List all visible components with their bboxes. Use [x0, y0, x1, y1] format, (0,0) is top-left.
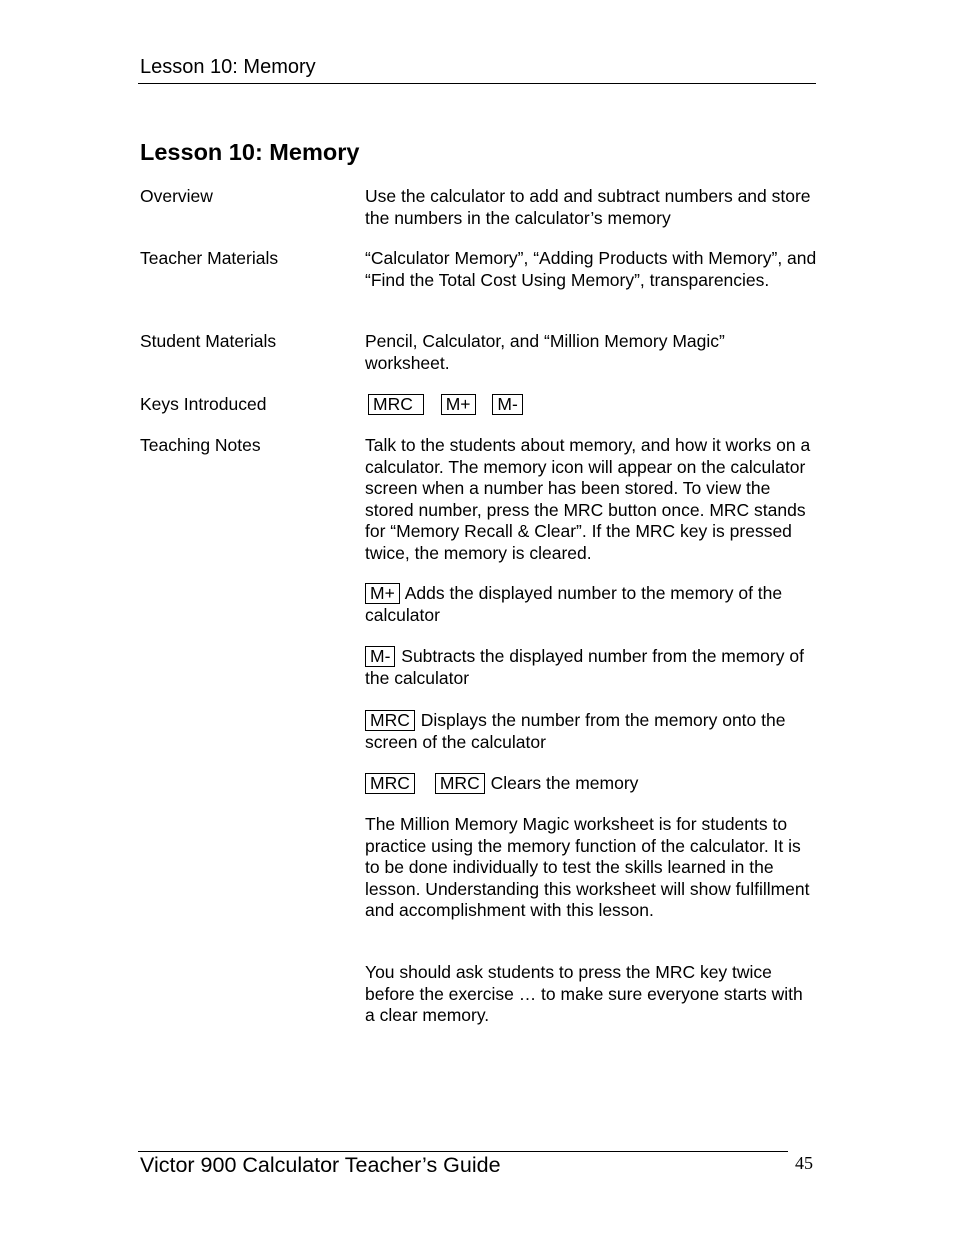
m-minus-key: M- [492, 394, 522, 415]
teaching-notes-label: Teaching Notes [140, 435, 261, 455]
m-plus-text: Adds the displayed number to the memory of the calculator [365, 583, 783, 625]
teacher-materials-value: “Calculator Memory”, “Adding Products with Memory”, and “Find the Total Cost Using Memory”, transparencies. [365, 248, 817, 290]
m-plus-key-inline: M+ [365, 583, 400, 604]
mrc-key-second: MRC [435, 773, 485, 794]
mrc-key: MRC [368, 394, 424, 415]
footer-title: Victor 900 Calculator Teacher’s Guide [140, 1153, 501, 1177]
mrc-description [365, 710, 805, 753]
student-materials-label: Student Materials [140, 331, 277, 351]
overview-value: Use the calculator to add and subtract numbers and store the numbers in the calculator’s memory [365, 186, 811, 228]
overview-label: Overview [140, 186, 213, 206]
header-rule [138, 83, 816, 84]
exercise-paragraph: You should ask students to press the MRC key twice before the exercise … to make sure everyone starts with a clear memory. [365, 962, 803, 1026]
clear-memory-text: Clears the memory [485, 773, 639, 793]
m-plus-key: M+ [441, 394, 476, 415]
m-minus-key-inline: M- [365, 646, 395, 667]
student-materials-value: Pencil, Calculator, and “Million Memory Magic” worksheet. [365, 331, 725, 373]
footer-rule [138, 1151, 788, 1152]
m-minus-description [365, 646, 820, 689]
m-plus-description [365, 583, 820, 626]
clear-memory-description [365, 773, 820, 795]
m-minus-text: Subtracts the displayed number from the memory of the calculator [365, 646, 804, 688]
running-header: Lesson 10: Memory [140, 56, 316, 78]
worksheet-paragraph: The Million Memory Magic worksheet is for students to practice using the memory function of the calculator. It is to be done individually to test the skills learned in the lesson. Understanding this worksheet will show fulfillment and accomplishment with this lesson. [365, 814, 810, 921]
mrc-key-inline: MRC [365, 710, 415, 731]
mrc-key-first: MRC [365, 773, 415, 794]
page-number: 45 [795, 1153, 813, 1173]
teaching-notes-intro: Talk to the students about memory, and how it works on a calculator. The memory icon will appear on the calculator screen when a number has been stored. To view the stored number, press the MRC button once. MRC stands for “Memory Recall & Clear”. If the MRC key is pressed twice, the memory is cleared. [365, 435, 811, 563]
keys-introduced-list [368, 394, 535, 415]
lesson-title: Lesson 10: Memory [140, 139, 360, 165]
teacher-materials-label: Teacher Materials [140, 248, 279, 268]
keys-introduced-label: Keys Introduced [140, 394, 267, 414]
mrc-text: Displays the number from the memory onto the screen of the calculator [365, 710, 786, 752]
